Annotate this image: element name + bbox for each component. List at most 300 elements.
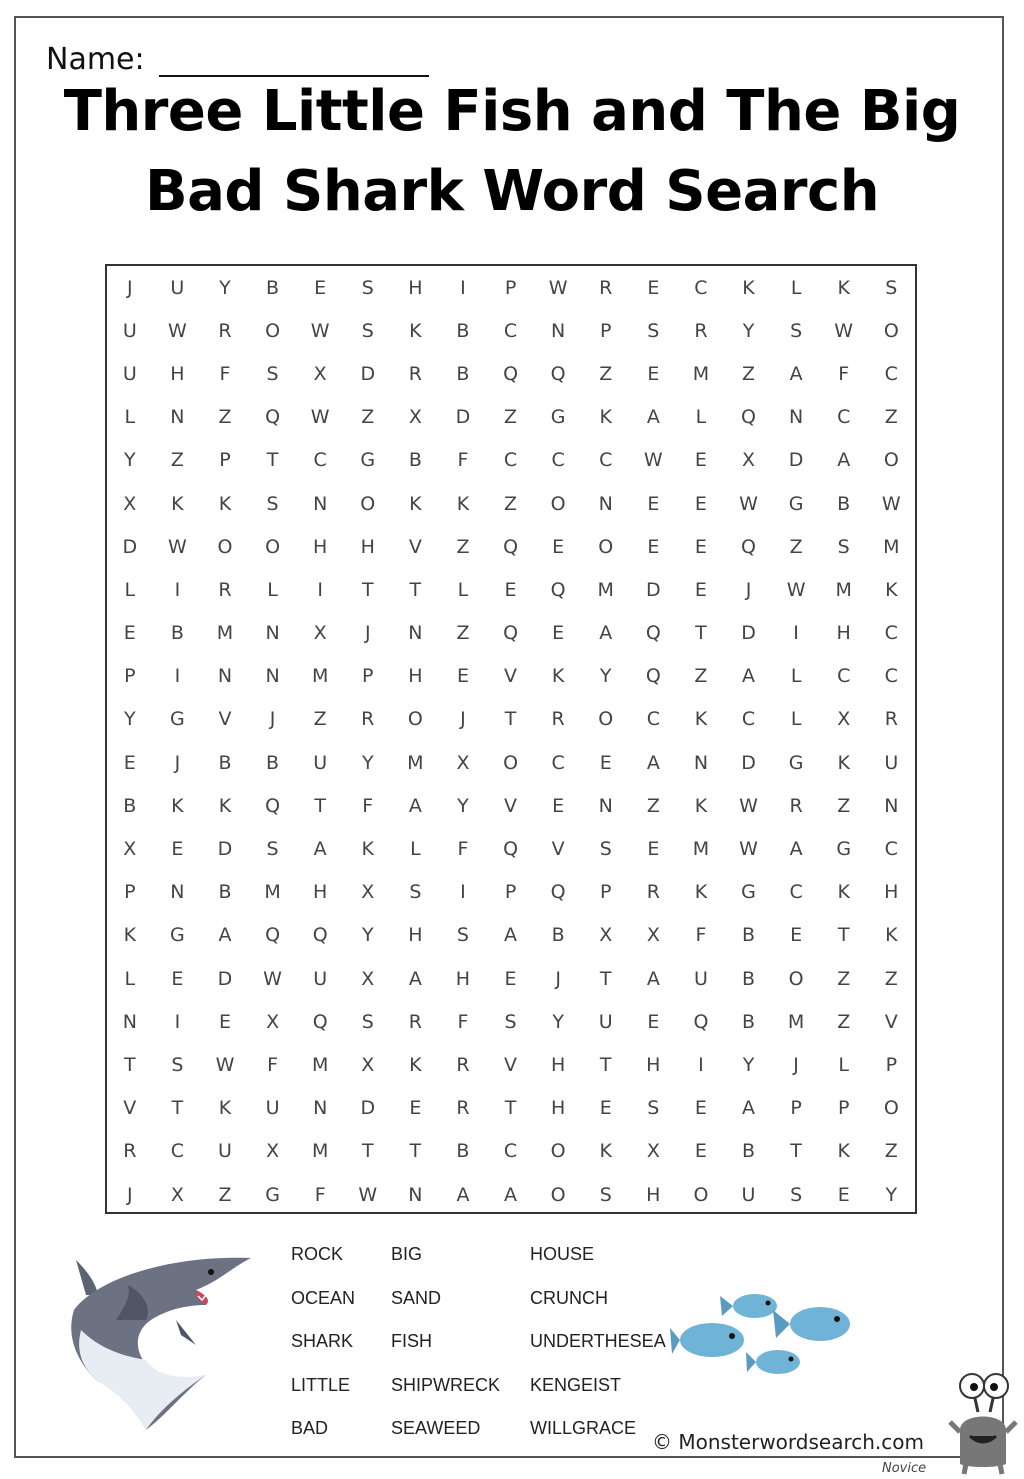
grid-letter[interactable]: J [745,578,752,601]
grid-letter[interactable]: L [457,578,469,601]
grid-letter[interactable]: T [599,967,612,990]
grid-letter[interactable]: K [694,708,708,731]
grid-letter[interactable]: J [126,1183,133,1206]
grid-letter[interactable]: B [741,967,756,990]
grid-letter[interactable]: J [555,967,561,990]
grid-letter[interactable]: T [123,1053,136,1076]
grid-letter[interactable]: E [647,276,660,299]
grid-letter[interactable]: S [171,1053,184,1076]
grid-letter[interactable]: M [311,1053,329,1076]
grid-letter[interactable]: K [885,578,898,601]
grid-letter[interactable]: X [313,362,327,385]
grid-letter[interactable]: Z [884,1140,898,1163]
grid-letter[interactable]: F [457,449,469,472]
grid-letter[interactable]: S [599,838,612,861]
grid-letter[interactable]: F [219,362,231,385]
grid-letter[interactable]: K [837,751,850,774]
grid-letter[interactable]: U [265,1097,280,1120]
grid-letter[interactable]: H [170,362,185,385]
grid-letter[interactable]: O [550,492,566,515]
grid-letter[interactable]: W [739,492,758,515]
grid-letter[interactable]: M [787,1010,805,1033]
grid-letter[interactable]: A [504,924,518,947]
grid-letter[interactable]: D [646,578,661,601]
grid-letter[interactable]: K [599,1140,612,1163]
grid-letter[interactable]: I [460,276,466,299]
grid-letter[interactable]: O [550,1140,566,1163]
grid-letter[interactable]: V [218,708,232,731]
grid-letter[interactable]: X [646,924,660,947]
grid-letter[interactable]: P [124,881,136,904]
grid-letter[interactable]: D [122,535,138,558]
grid-letter[interactable]: T [361,1140,374,1163]
grid-letter[interactable]: O [265,319,281,342]
grid-letter[interactable]: R [789,794,803,817]
grid-letter[interactable]: U [598,1010,613,1033]
grid-letter[interactable]: R [694,319,708,342]
grid-letter[interactable]: A [408,794,422,817]
grid-letter[interactable]: K [361,838,374,861]
grid-letter[interactable]: C [884,622,898,645]
grid-letter[interactable]: S [790,1183,803,1206]
grid-letter[interactable]: X [170,1183,184,1206]
grid-letter[interactable]: W [548,276,568,299]
grid-letter[interactable]: A [408,967,422,990]
grid-letter[interactable]: X [313,622,327,645]
grid-letter[interactable]: U [122,362,137,385]
grid-letter[interactable]: F [314,1183,326,1206]
grid-letter[interactable]: Z [504,492,518,515]
grid-letter[interactable]: V [504,794,518,817]
grid-letter[interactable]: R [361,708,375,731]
grid-letter[interactable]: L [267,578,278,601]
grid-letter[interactable]: Y [742,319,755,342]
grid-letter[interactable]: M [311,665,329,688]
grid-letter[interactable]: R [599,276,613,299]
grid-letter[interactable]: E [694,1140,707,1163]
grid-letter[interactable]: Z [789,535,803,558]
grid-letter[interactable]: W [834,319,854,342]
grid-letter[interactable]: R [408,1010,422,1033]
grid-letter[interactable]: G [265,1183,280,1206]
grid-letter[interactable]: P [790,1097,802,1120]
grid-letter[interactable]: B [123,794,137,817]
grid-letter[interactable]: W [310,319,330,342]
grid-letter[interactable]: O [360,492,376,515]
grid-letter[interactable]: T [790,1140,802,1163]
grid-letter[interactable]: Z [884,406,898,429]
grid-letter[interactable]: K [171,794,184,817]
grid-letter[interactable]: N [693,751,709,774]
grid-letter[interactable]: H [550,1097,566,1120]
grid-letter[interactable]: R [551,708,565,731]
grid-letter[interactable]: B [741,924,756,947]
grid-letter[interactable]: A [504,1183,518,1206]
grid-letter[interactable]: G [170,708,185,731]
grid-letter[interactable]: W [739,794,758,817]
grid-letter[interactable]: D [455,406,471,429]
grid-letter[interactable]: Q [503,535,519,558]
grid-letter[interactable]: E [171,838,184,861]
grid-letter[interactable]: H [408,276,423,299]
grid-letter[interactable]: X [408,406,422,429]
grid-letter[interactable]: T [266,449,279,472]
grid-letter[interactable]: S [599,1183,612,1206]
grid-letter[interactable]: M [692,838,710,861]
grid-letter[interactable]: H [360,535,375,558]
grid-letter[interactable]: C [884,665,898,688]
grid-letter[interactable]: F [267,1053,279,1076]
grid-letter[interactable]: Y [599,665,612,688]
grid-letter[interactable]: Q [265,406,281,429]
grid-letter[interactable]: D [360,1097,376,1120]
grid-letter[interactable]: K [409,1053,422,1076]
grid-letter[interactable]: A [646,406,660,429]
grid-letter[interactable]: O [217,535,233,558]
grid-letter[interactable]: Q [265,794,281,817]
grid-letter[interactable]: P [362,665,374,688]
grid-letter[interactable]: E [647,492,660,515]
grid-letter[interactable]: G [836,838,852,861]
grid-letter[interactable]: B [456,1140,470,1163]
grid-letter[interactable]: C [884,362,898,385]
grid-letter[interactable]: Y [361,924,374,947]
grid-letter[interactable]: W [786,578,806,601]
grid-letter[interactable]: K [218,492,232,515]
grid-letter[interactable]: E [694,492,707,515]
grid-letter[interactable]: F [695,924,707,947]
grid-letter[interactable]: U [170,276,185,299]
grid-letter[interactable]: L [410,838,421,861]
grid-letter[interactable]: C [503,449,518,472]
grid-letter[interactable]: U [313,751,328,774]
grid-letter[interactable]: O [598,535,614,558]
grid-letter[interactable]: O [598,708,614,731]
grid-letter[interactable]: T [504,1097,517,1120]
grid-letter[interactable]: A [218,924,232,947]
grid-letter[interactable]: Q [265,924,281,947]
grid-letter[interactable]: M [883,535,900,558]
grid-letter[interactable]: S [647,319,660,342]
grid-letter[interactable]: T [504,708,517,731]
grid-letter[interactable]: K [218,794,232,817]
grid-letter[interactable]: E [599,751,612,774]
grid-letter[interactable]: E [456,665,469,688]
grid-letter[interactable]: G [360,449,376,472]
grid-letter[interactable]: C [789,881,803,904]
grid-letter[interactable]: R [456,1097,470,1120]
grid-letter[interactable]: B [266,751,280,774]
grid-letter[interactable]: O [883,1097,899,1120]
grid-letter[interactable]: Y [123,708,136,731]
grid-letter[interactable]: E [123,622,136,645]
grid-letter[interactable]: E [647,362,660,385]
grid-letter[interactable]: B [456,319,470,342]
grid-letter[interactable]: R [646,881,660,904]
grid-letter[interactable]: K [599,406,612,429]
grid-letter[interactable]: L [124,967,136,990]
grid-letter[interactable]: C [599,449,613,472]
grid-letter[interactable]: U [884,751,899,774]
grid-letter[interactable]: N [170,881,185,904]
grid-letter[interactable]: R [218,578,232,601]
grid-letter[interactable]: H [455,967,471,990]
grid-letter[interactable]: F [362,794,374,817]
grid-letter[interactable]: W [263,967,282,990]
grid-letter[interactable]: F [838,362,850,385]
grid-letter[interactable]: X [361,881,375,904]
grid-letter[interactable]: E [552,535,565,558]
grid-letter[interactable]: U [218,1140,232,1163]
grid-letter[interactable]: Z [884,967,898,990]
grid-letter[interactable]: Q [503,838,519,861]
grid-letter[interactable]: E [694,449,707,472]
grid-letter[interactable]: S [790,319,803,342]
grid-letter[interactable]: Y [123,449,136,472]
grid-letter[interactable]: P [504,881,517,904]
grid-letter[interactable]: Q [645,665,661,688]
grid-letter[interactable]: T [409,1140,422,1163]
grid-letter[interactable]: Z [837,1010,851,1033]
grid-letter[interactable]: S [266,362,279,385]
grid-letter[interactable]: W [167,535,187,558]
grid-letter[interactable]: N [598,492,613,515]
grid-letter[interactable]: X [123,838,137,861]
grid-letter[interactable]: E [694,578,707,601]
grid-letter[interactable]: B [741,1010,756,1033]
grid-letter[interactable]: S [266,492,279,515]
grid-letter[interactable]: D [741,751,756,774]
grid-letter[interactable]: Z [313,708,327,731]
grid-letter[interactable]: E [694,1097,707,1120]
grid-letter[interactable]: H [884,881,899,904]
grid-letter[interactable]: R [123,1140,137,1163]
grid-letter[interactable]: H [313,881,328,904]
grid-letter[interactable]: T [171,1097,184,1120]
grid-letter[interactable]: D [788,449,804,472]
grid-letter[interactable]: L [695,406,707,429]
grid-letter[interactable]: S [885,276,898,299]
grid-letter[interactable]: D [360,362,376,385]
grid-letter[interactable]: X [361,967,375,990]
grid-letter[interactable]: L [124,406,136,429]
grid-letter[interactable]: V [123,1097,137,1120]
grid-letter[interactable]: Z [599,362,613,385]
grid-letter[interactable]: K [123,924,137,947]
grid-letter[interactable]: C [170,1140,185,1163]
grid-letter[interactable]: E [504,578,517,601]
grid-letter[interactable]: R [218,319,232,342]
grid-letter[interactable]: K [837,1140,850,1163]
grid-letter[interactable]: K [171,492,184,515]
grid-letter[interactable]: I [174,578,181,601]
grid-letter[interactable]: X [599,924,613,947]
grid-letter[interactable]: E [790,924,803,947]
grid-letter[interactable]: E [552,622,565,645]
grid-letter[interactable]: O [883,319,899,342]
grid-letter[interactable]: P [504,276,517,299]
grid-letter[interactable]: E [123,751,136,774]
grid-letter[interactable]: W [310,406,330,429]
grid-letter[interactable]: L [790,665,802,688]
grid-letter[interactable]: Z [742,362,756,385]
grid-letter[interactable]: Z [170,449,184,472]
grid-letter[interactable]: T [837,924,850,947]
grid-letter[interactable]: Z [837,967,851,990]
grid-letter[interactable]: Q [312,1010,328,1033]
grid-letter[interactable]: X [646,1140,660,1163]
grid-letter[interactable]: W [358,1183,378,1206]
grid-letter[interactable]: W [739,838,758,861]
grid-letter[interactable]: W [215,1053,235,1076]
grid-letter[interactable]: M [597,578,614,601]
grid-letter[interactable]: Q [693,1010,709,1033]
grid-letter[interactable]: M [264,881,281,904]
grid-letter[interactable]: X [742,449,756,472]
grid-letter[interactable]: G [550,406,566,429]
grid-letter[interactable]: Z [694,665,708,688]
grid-letter[interactable]: X [456,751,470,774]
grid-letter[interactable]: P [600,319,612,342]
grid-letter[interactable]: V [504,665,518,688]
grid-letter[interactable]: A [456,1183,470,1206]
grid-letter[interactable]: Y [552,1010,564,1033]
grid-letter[interactable]: E [837,1183,850,1206]
grid-letter[interactable]: J [174,751,181,774]
grid-letter[interactable]: C [551,751,565,774]
grid-letter[interactable]: T [409,578,422,601]
grid-letter[interactable]: N [551,319,566,342]
grid-letter[interactable]: H [408,665,423,688]
grid-letter[interactable]: S [409,881,422,904]
grid-letter[interactable]: N [313,1097,328,1120]
grid-letter[interactable]: S [504,1010,517,1033]
grid-letter[interactable]: K [885,924,898,947]
grid-letter[interactable]: O [503,751,519,774]
grid-letter[interactable]: A [742,665,756,688]
grid-letter[interactable]: L [124,578,136,601]
grid-letter[interactable]: C [741,708,756,731]
grid-letter[interactable]: Q [503,622,519,645]
grid-letter[interactable]: N [217,665,233,688]
grid-letter[interactable]: H [646,1183,661,1206]
grid-letter[interactable]: L [790,708,802,731]
grid-letter[interactable]: A [837,449,851,472]
grid-letter[interactable]: G [170,924,185,947]
grid-letter[interactable]: X [123,492,137,515]
grid-letter[interactable]: K [456,492,470,515]
grid-letter[interactable]: B [456,362,470,385]
grid-letter[interactable]: X [266,1010,280,1033]
grid-letter[interactable]: A [646,751,660,774]
grid-letter[interactable]: K [837,881,850,904]
grid-letter[interactable]: K [742,276,755,299]
grid-letter[interactable]: V [504,1053,518,1076]
grid-letter[interactable]: E [647,535,660,558]
grid-letter[interactable]: X [266,1140,280,1163]
grid-letter[interactable]: C [503,1140,518,1163]
grid-letter[interactable]: W [643,449,663,472]
grid-letter[interactable]: Z [218,1183,232,1206]
grid-letter[interactable]: O [550,1183,566,1206]
grid-letter[interactable]: U [313,967,328,990]
grid-letter[interactable]: X [361,1053,375,1076]
grid-letter[interactable]: Q [741,406,756,429]
grid-letter[interactable]: Z [504,406,518,429]
grid-letter[interactable]: D [217,967,233,990]
grid-letter[interactable]: A [599,622,613,645]
grid-letter[interactable]: B [741,1140,756,1163]
grid-letter[interactable]: N [265,622,280,645]
grid-letter[interactable]: S [456,924,469,947]
grid-letter[interactable]: N [313,492,328,515]
grid-letter[interactable]: N [789,406,804,429]
grid-letter[interactable]: A [742,1097,756,1120]
grid-letter[interactable]: E [314,276,327,299]
grid-letter[interactable]: X [837,708,851,731]
grid-letter[interactable]: G [788,751,804,774]
grid-letter[interactable]: B [170,622,184,645]
grid-letter[interactable]: Q [503,362,519,385]
grid-letter[interactable]: B [408,449,422,472]
grid-letter[interactable]: I [793,622,799,645]
grid-letter[interactable]: B [837,492,851,515]
grid-letter[interactable]: N [598,794,613,817]
grid-letter[interactable]: J [269,708,276,731]
grid-letter[interactable]: E [694,535,707,558]
grid-letter[interactable]: R [456,1053,470,1076]
grid-letter[interactable]: K [551,665,565,688]
grid-letter[interactable]: S [266,838,279,861]
grid-letter[interactable]: O [883,449,899,472]
grid-letter[interactable]: I [698,1053,704,1076]
grid-letter[interactable]: Y [219,276,231,299]
grid-letter[interactable]: F [457,838,469,861]
grid-letter[interactable]: C [551,449,565,472]
grid-letter[interactable]: Q [645,622,661,645]
grid-letter[interactable]: T [361,578,374,601]
grid-letter[interactable]: T [695,622,707,645]
grid-letter[interactable]: P [837,1097,850,1120]
grid-letter[interactable]: E [409,1097,422,1120]
grid-letter[interactable]: N [265,665,280,688]
grid-letter[interactable]: S [361,319,374,342]
grid-letter[interactable]: O [788,967,804,990]
grid-letter[interactable]: E [647,1010,660,1033]
grid-letter[interactable]: Q [741,535,756,558]
grid-letter[interactable]: S [361,276,374,299]
grid-letter[interactable]: Q [550,362,566,385]
grid-letter[interactable]: C [503,319,518,342]
grid-letter[interactable]: Q [550,578,566,601]
grid-letter[interactable]: C [313,449,327,472]
grid-letter[interactable]: C [694,276,708,299]
grid-letter[interactable]: V [551,838,565,861]
grid-letter[interactable]: P [124,665,136,688]
grid-letter[interactable]: H [646,1053,661,1076]
grid-letter[interactable]: M [216,622,234,645]
grid-letter[interactable]: J [460,708,466,731]
grid-letter[interactable]: V [408,535,422,558]
grid-letter[interactable]: P [600,881,612,904]
grid-letter[interactable]: F [457,1010,469,1033]
grid-letter[interactable]: N [170,406,185,429]
grid-letter[interactable]: B [551,924,565,947]
grid-letter[interactable]: B [218,881,232,904]
grid-letter[interactable]: L [838,1053,849,1076]
grid-letter[interactable]: E [218,1010,231,1033]
grid-letter[interactable]: D [217,838,233,861]
